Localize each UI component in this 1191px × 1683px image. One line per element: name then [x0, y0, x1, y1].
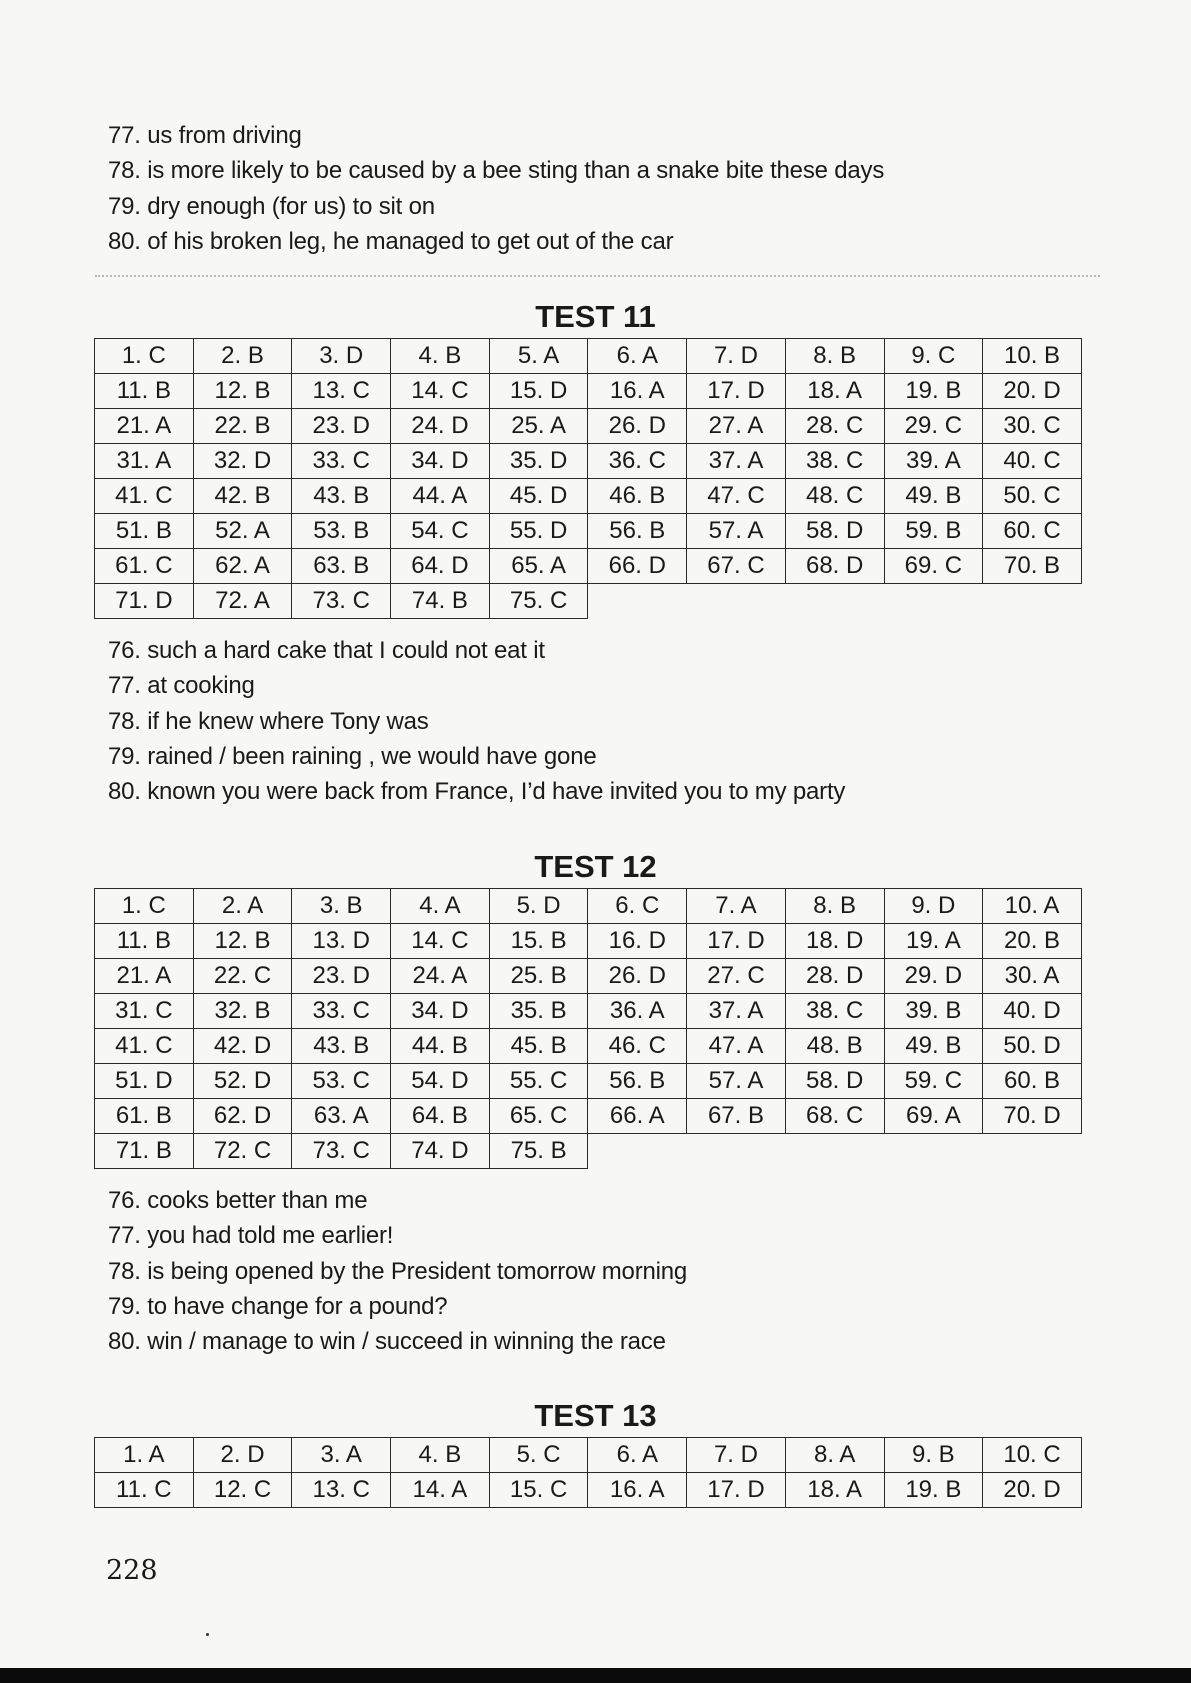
answer-cell: 13. C [292, 1473, 391, 1508]
answer-cell: 36. C [588, 444, 687, 479]
answer-row [95, 1099, 1082, 1134]
answer-cell: 18. D [785, 924, 884, 959]
answer-row [95, 1473, 1082, 1508]
answer-cell: 64. D [391, 549, 490, 584]
answer-cell: 14. C [391, 374, 490, 409]
answer-cell: 43. B [292, 1029, 391, 1064]
answer-cell: 42. D [193, 1029, 292, 1064]
answer-cell: 5. C [489, 1438, 588, 1473]
answer-cell: 75. C [489, 584, 588, 619]
answer-line: 77. us from driving [108, 122, 302, 149]
answer-cell: 40. D [983, 994, 1082, 1029]
answer-cell: 17. D [687, 1473, 786, 1508]
answer-cell: 2. A [193, 889, 292, 924]
answer-cell: 49. B [884, 1029, 983, 1064]
answer-row [95, 444, 1082, 479]
empty-cell [983, 1134, 1082, 1169]
answer-cell: 60. C [983, 514, 1082, 549]
answer-cell: 46. C [588, 1029, 687, 1064]
empty-cell [983, 584, 1082, 619]
answer-cell: 14. A [391, 1473, 490, 1508]
answer-cell: 6. C [588, 889, 687, 924]
answer-cell: 51. D [95, 1064, 194, 1099]
answer-row [95, 959, 1082, 994]
answer-cell: 12. C [193, 1473, 292, 1508]
answer-cell: 69. C [884, 549, 983, 584]
answer-cell: 12. B [193, 924, 292, 959]
answer-cell: 22. B [193, 409, 292, 444]
answer-cell: 20. D [983, 1473, 1082, 1508]
answer-row [95, 549, 1082, 584]
answer-row [95, 924, 1082, 959]
answer-cell: 35. B [489, 994, 588, 1029]
answer-cell: 11. B [95, 924, 194, 959]
answer-cell: 45. B [489, 1029, 588, 1064]
empty-cell [884, 1134, 983, 1169]
answer-line: 78. if he knew where Tony was [108, 707, 429, 735]
answer-line: 76. cooks better than me [108, 1187, 368, 1214]
answer-cell: 16. A [588, 374, 687, 409]
page-number: 228 [106, 1555, 158, 1586]
answer-cell: 28. C [785, 409, 884, 444]
answer-cell: 38. C [785, 444, 884, 479]
answer-cell: 3. B [292, 889, 391, 924]
empty-cell [588, 584, 687, 619]
answer-line: 78. is more likely to be caused by a bee sting than a snake bite these days [108, 157, 885, 185]
empty-cell [785, 584, 884, 619]
answer-cell: 58. D [785, 514, 884, 549]
answer-line: 78. is being opened by the President tomorrow morning [108, 1257, 688, 1285]
answer-cell: 61. B [95, 1099, 194, 1134]
answer-row [95, 584, 1082, 619]
answer-line: 77. you had told me earlier! [108, 1222, 394, 1250]
answer-cell: 7. D [687, 1438, 786, 1473]
answer-cell: 44. B [391, 1029, 490, 1064]
answer-cell: 27. A [687, 409, 786, 444]
answer-cell: 24. A [391, 959, 490, 994]
answer-cell: 12. B [193, 374, 292, 409]
answer-cell: 29. D [884, 959, 983, 994]
answer-row [95, 514, 1082, 549]
answer-cell: 45. D [489, 479, 588, 514]
answer-cell: 17. D [687, 374, 786, 409]
answer-cell: 26. D [588, 409, 687, 444]
answer-cell: 23. D [292, 959, 391, 994]
answer-cell: 31. C [95, 994, 194, 1029]
answer-cell: 41. C [95, 1029, 194, 1064]
answer-cell: 50. D [983, 1029, 1082, 1064]
answer-cell: 46. B [588, 479, 687, 514]
answer-cell: 27. C [687, 959, 786, 994]
answer-cell: 54. D [391, 1064, 490, 1099]
answer-cell: 4. A [391, 889, 490, 924]
test-13-title: TEST 13 [534, 1398, 657, 1433]
answer-cell: 69. A [884, 1099, 983, 1134]
answer-cell: 62. D [193, 1099, 292, 1134]
answer-cell: 10. B [983, 339, 1082, 374]
answer-cell: 56. B [588, 1064, 687, 1099]
answer-cell: 6. A [588, 1438, 687, 1473]
answer-cell: 62. A [193, 549, 292, 584]
answer-cell: 55. C [489, 1064, 588, 1099]
answer-line: 80. win / manage to win / succeed in winning the race [108, 1328, 666, 1356]
answer-cell: 18. A [785, 374, 884, 409]
answer-cell: 18. A [785, 1473, 884, 1508]
answer-cell: 66. D [588, 549, 687, 584]
answer-row [95, 1134, 1082, 1169]
answer-cell: 58. D [785, 1064, 884, 1099]
answer-cell: 36. A [588, 994, 687, 1029]
answer-cell: 52. A [193, 514, 292, 549]
answer-cell: 34. D [391, 444, 490, 479]
answer-cell: 53. B [292, 514, 391, 549]
answer-cell: 63. A [292, 1099, 391, 1134]
answer-cell: 63. B [292, 549, 391, 584]
answer-cell: 34. D [391, 994, 490, 1029]
answer-cell: 41. C [95, 479, 194, 514]
answer-cell: 28. D [785, 959, 884, 994]
answer-cell: 9. C [884, 339, 983, 374]
answer-cell: 73. C [292, 584, 391, 619]
answer-cell: 15. B [489, 924, 588, 959]
answer-cell: 3. A [292, 1438, 391, 1473]
answer-cell: 22. C [193, 959, 292, 994]
answer-cell: 5. A [489, 339, 588, 374]
answer-cell: 60. B [983, 1064, 1082, 1099]
answer-cell: 75. B [489, 1134, 588, 1169]
answer-cell: 16. A [588, 1473, 687, 1508]
answer-cell: 7. A [687, 889, 786, 924]
answer-cell: 38. C [785, 994, 884, 1029]
answer-cell: 59. B [884, 514, 983, 549]
answer-cell: 39. A [884, 444, 983, 479]
answer-cell: 33. C [292, 994, 391, 1029]
answer-cell: 2. B [193, 339, 292, 374]
answer-cell: 32. B [193, 994, 292, 1029]
answer-cell: 15. C [489, 1473, 588, 1508]
answer-cell: 65. A [489, 549, 588, 584]
answer-cell: 6. A [588, 339, 687, 374]
answer-row [95, 994, 1082, 1029]
test-12-written-answers [108, 1183, 687, 1359]
answer-cell: 15. D [489, 374, 588, 409]
answer-cell: 70. B [983, 549, 1082, 584]
answer-cell: 43. B [292, 479, 391, 514]
answer-cell: 31. A [95, 444, 194, 479]
answer-line: 76. such a hard cake that I could not eat it [108, 637, 545, 664]
scan-speck [206, 1633, 209, 1636]
test-13-answer-grid [94, 1437, 1082, 1508]
answer-cell: 71. B [95, 1134, 194, 1169]
answer-cell: 57. A [687, 1064, 786, 1099]
answer-cell: 25. A [489, 409, 588, 444]
answer-row [95, 479, 1082, 514]
test-11-written-answers [108, 633, 845, 809]
answer-cell: 32. D [193, 444, 292, 479]
answer-cell: 7. D [687, 339, 786, 374]
answer-cell: 73. C [292, 1134, 391, 1169]
answer-line: 80. known you were back from France, I’d have invited you to my party [108, 778, 846, 806]
answer-cell: 61. C [95, 549, 194, 584]
answer-cell: 5. D [489, 889, 588, 924]
answer-cell: 30. A [983, 959, 1082, 994]
answer-line: 80. of his broken leg, he managed to get out of the car [108, 227, 674, 255]
empty-cell [687, 1134, 786, 1169]
answer-cell: 37. A [687, 444, 786, 479]
answer-cell: 67. B [687, 1099, 786, 1134]
answer-cell: 19. B [884, 1473, 983, 1508]
answer-cell: 21. A [95, 409, 194, 444]
answer-cell: 17. D [687, 924, 786, 959]
answer-cell: 1. A [95, 1438, 194, 1473]
answer-cell: 66. A [588, 1099, 687, 1134]
answer-cell: 51. B [95, 514, 194, 549]
answer-cell: 2. D [193, 1438, 292, 1473]
answer-cell: 20. B [983, 924, 1082, 959]
answer-cell: 11. C [95, 1473, 194, 1508]
intro-answers [108, 118, 884, 259]
answer-cell: 74. D [391, 1134, 490, 1169]
answer-cell: 1. C [95, 889, 194, 924]
answer-line: 79. dry enough (for us) to sit on [108, 192, 435, 220]
answer-cell: 4. B [391, 339, 490, 374]
test-12-title: TEST 12 [534, 849, 657, 884]
answer-cell: 44. A [391, 479, 490, 514]
answer-cell: 53. C [292, 1064, 391, 1099]
answer-row [95, 409, 1082, 444]
answer-cell: 33. C [292, 444, 391, 479]
answer-cell: 42. B [193, 479, 292, 514]
answer-row [95, 889, 1082, 924]
answer-cell: 70. D [983, 1099, 1082, 1134]
answer-row [95, 374, 1082, 409]
test-11-title: TEST 11 [535, 299, 656, 334]
answer-cell: 13. D [292, 924, 391, 959]
answer-cell: 47. A [687, 1029, 786, 1064]
answer-cell: 24. D [391, 409, 490, 444]
answer-line: 77. at cooking [108, 672, 255, 700]
answer-row [95, 339, 1082, 374]
answer-cell: 49. B [884, 479, 983, 514]
answer-cell: 56. B [588, 514, 687, 549]
answer-cell: 54. C [391, 514, 490, 549]
answer-cell: 16. D [588, 924, 687, 959]
answer-cell: 10. A [983, 889, 1082, 924]
empty-cell [687, 584, 786, 619]
empty-cell [884, 584, 983, 619]
answer-cell: 21. A [95, 959, 194, 994]
answer-cell: 1. C [95, 339, 194, 374]
answer-cell: 48. C [785, 479, 884, 514]
answer-cell: 37. A [687, 994, 786, 1029]
empty-cell [588, 1134, 687, 1169]
answer-row [95, 1029, 1082, 1064]
answer-cell: 52. D [193, 1064, 292, 1099]
answer-cell: 19. B [884, 374, 983, 409]
answer-cell: 3. D [292, 339, 391, 374]
answer-cell: 39. B [884, 994, 983, 1029]
answer-cell: 74. B [391, 584, 490, 619]
answer-cell: 8. B [785, 889, 884, 924]
answer-line: 79. rained / been raining , we would have gone [108, 742, 597, 770]
empty-cell [785, 1134, 884, 1169]
answer-cell: 19. A [884, 924, 983, 959]
answer-cell: 8. A [785, 1438, 884, 1473]
answer-cell: 59. C [884, 1064, 983, 1099]
answer-line: 79. to have change for a pound? [108, 1292, 448, 1320]
answer-cell: 25. B [489, 959, 588, 994]
answer-cell: 29. C [884, 409, 983, 444]
answer-cell: 10. C [983, 1438, 1082, 1473]
answer-row [95, 1438, 1082, 1473]
answer-row [95, 1064, 1082, 1099]
answer-cell: 4. B [391, 1438, 490, 1473]
answer-cell: 71. D [95, 584, 194, 619]
answer-cell: 40. C [983, 444, 1082, 479]
answer-cell: 68. C [785, 1099, 884, 1134]
answer-cell: 65. C [489, 1099, 588, 1134]
answer-cell: 67. C [687, 549, 786, 584]
answer-cell: 13. C [292, 374, 391, 409]
answer-cell: 9. B [884, 1438, 983, 1473]
answer-cell: 30. C [983, 409, 1082, 444]
answer-cell: 8. B [785, 339, 884, 374]
answer-cell: 9. D [884, 889, 983, 924]
answer-cell: 26. D [588, 959, 687, 994]
answer-cell: 23. D [292, 409, 391, 444]
answer-cell: 35. D [489, 444, 588, 479]
answer-cell: 20. D [983, 374, 1082, 409]
answer-cell: 50. C [983, 479, 1082, 514]
test-12-answer-grid [94, 888, 1082, 1169]
answer-cell: 11. B [95, 374, 194, 409]
answer-cell: 48. B [785, 1029, 884, 1064]
answer-cell: 64. B [391, 1099, 490, 1134]
answer-cell: 72. A [193, 584, 292, 619]
scan-bottom-edge [0, 1668, 1191, 1683]
answer-cell: 55. D [489, 514, 588, 549]
answer-cell: 57. A [687, 514, 786, 549]
answer-cell: 47. C [687, 479, 786, 514]
section-divider [95, 275, 1100, 277]
answer-cell: 68. D [785, 549, 884, 584]
answer-cell: 72. C [193, 1134, 292, 1169]
answer-cell: 14. C [391, 924, 490, 959]
test-11-answer-grid [94, 338, 1082, 619]
